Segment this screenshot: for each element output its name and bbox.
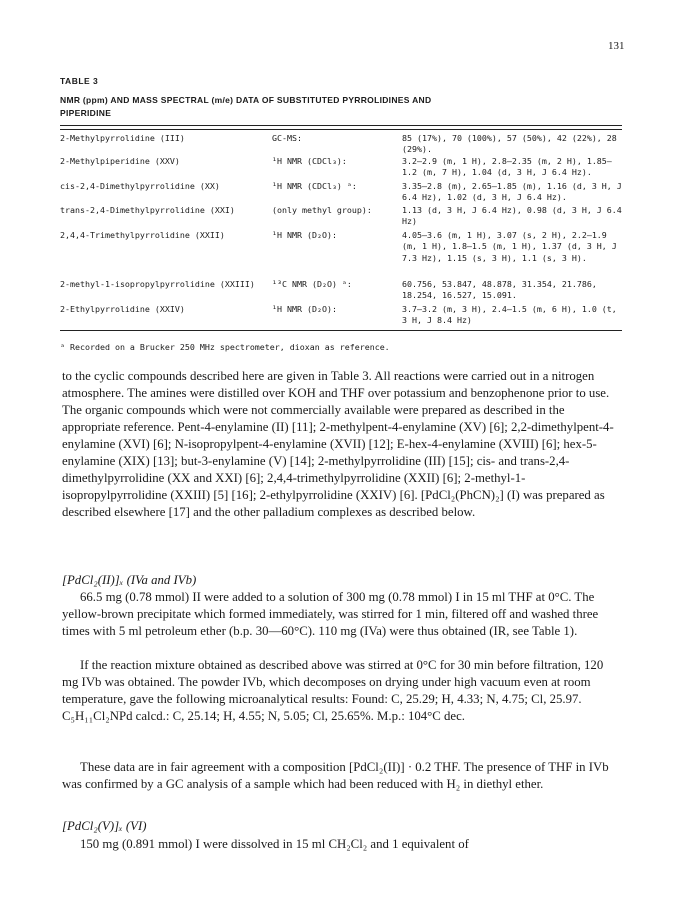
data-cell: 60.756, 53.847, 48.878, 31.354, 21.786, 18.254, 16.527, 15.091. (402, 279, 597, 301)
table-bottom-rule (60, 330, 622, 331)
table-top-rule-2 (60, 129, 622, 130)
page-number: 131 (608, 40, 625, 52)
method-cell: ¹³C NMR (D₂O) ᵃ: (272, 279, 352, 289)
data-cell: 85 (17%), 70 (100%), 57 (50%), 42 (22%), 28 (29%). (402, 133, 617, 155)
body-paragraph: to the cyclic compounds described here are given in Table 3. All reactions were carried out in a nitrogen atmosphere. The amines were distilled over KOH and THF over potassium and benzophenone prior to use. The organic compounds which were not commercially available were prepared as described in the appropriate reference. Pent-4-enylamine (II) [11]; 2-methylpent-4-enylamine (XV) [6]; 2,2-dimethylpent-4-enylamine (XVI) [6]; N-isopropylpent-4-enylamine (XVII) [12]; E-hex-4-enylamine (XVIII) [6]; hex-5-enylamine (XIX) [13]; but-3-enylamine (V) [14]; 2-methylpyrrolidine (III) [15]; cis- and trans-2,4-dimethylpyrrolidine (XX and XXI) [6]; 2,4,4-trimethylpyrrolidine (XXII) [6]; 2-methyl-1-isopropylpyrrolidine (XXIII) [5] [16]; 2-ethylpyrrolidine (XXIV) [6]. [PdCl₂(PhCN)₂] (I) was prepared as described elsewhere [17] and the other palladium complexes as described below. (62, 369, 614, 519)
table-footnote: ᵃ Recorded on a Brucker 250 MHz spectrometer, dioxan as reference. (60, 342, 390, 352)
compound-cell: 2-methyl-1-isopropylpyrrolidine (XXIII) (60, 279, 255, 289)
compound-cell: 2-Ethylpyrrolidine (XXIV) (60, 304, 185, 314)
method-cell: ¹H NMR (CDCl₃) ᵃ: (272, 181, 357, 191)
compound-cell: 2-Methylpiperidine (XXV) (60, 156, 180, 166)
data-cell: 4.05—3.6 (m, 1 H), 3.07 (s, 2 H), 2.2—1.9 (m, 1 H), 1.8—1.5 (m, 1 H), 1.37 (d, 3 H, J 7.3 Hz), 1.15 (s, 3 H), 1.1 (s, 3 H). (402, 230, 617, 263)
table-label: TABLE 3 (60, 76, 99, 86)
method-cell: GC-MS: (272, 133, 302, 143)
table-caption-line2: PIPERIDINE (60, 108, 112, 118)
data-cell: 1.13 (d, 3 H, J 6.4 Hz), 0.98 (d, 3 H, J 6.4 Hz) (402, 205, 622, 227)
body-paragraph: 66.5 mg (0.78 mmol) II were added to a solution of 300 mg (0.78 mmol) I in 15 ml THF at 0°C. The yellow-brown precipitate which formed immediately, was stirred for 1 min, filtered off and washed three times with 5 ml petroleum ether (b.p. 30—60°C). 110 mg (IVa) were thus obtained (IR, see Table 1). (62, 590, 599, 638)
section-heading: [PdCl₂(V)]ₓ (VI) (62, 819, 147, 833)
table-top-rule (60, 125, 622, 126)
table-caption (60, 94, 620, 120)
data-cell: 3.2—2.9 (m, 1 H), 2.8—2.35 (m, 2 H), 1.85—1.2 (m, 7 H), 1.04 (d, 3 H, J 6.4 Hz). (402, 156, 612, 178)
compound-cell: 2-Methylpyrrolidine (III) (60, 133, 185, 143)
method-cell: ¹H NMR (D₂O): (272, 304, 337, 314)
compound-cell: trans-2,4-Dimethylpyrrolidine (XXI) (60, 205, 235, 215)
data-cell: 3.7—3.2 (m, 3 H), 2.4—1.5 (m, 6 H), 1.0 (t, 3 H, J 8.4 Hz) (402, 304, 617, 326)
compound-cell: cis-2,4-Dimethylpyrrolidine (XX) (60, 181, 220, 191)
body-paragraph: These data are in fair agreement with a composition [PdCl₂(II)] · 0.2 THF. The presence of THF in IVb was confirmed by a GC analysis of a sample which had been reduced with H₂ in diethyl ether. (62, 760, 609, 791)
method-cell: ¹H NMR (D₂O): (272, 230, 337, 240)
body-paragraph: 150 mg (0.891 mmol) I were dissolved in 15 ml CH₂Cl₂ and 1 equivalent of (80, 837, 469, 851)
table-caption-line1: NMR (ppm) AND MASS SPECTRAL (m/e) DATA OF SUBSTITUTED PYRROLIDINES AND (60, 95, 432, 105)
method-cell: ¹H NMR (CDCl₃): (272, 156, 347, 166)
section-heading: [PdCl₂(II)]ₓ (IVa and IVb) (62, 573, 197, 587)
compound-cell: 2,4,4-Trimethylpyrrolidine (XXII) (60, 230, 225, 240)
body-paragraph: If the reaction mixture obtained as described above was stirred at 0°C for 30 min before filtration, 120 mg IVb was obtained. The powder IVb, which decomposes on drying under high vacuum even at room temperature, gave the following microanalytical results: Found: C, 25.29; H, 4.33; N, 4.75; Cl, 25.97. C₅H₁₁Cl₂NPd calcd.: C, 25.14; H, 4.55; N, 5.05; Cl, 25.65%. M.p.: 104°C dec. (62, 658, 604, 723)
data-cell: 3.35—2.8 (m), 2.65—1.85 (m), 1.16 (d, 3 H, J 6.4 Hz), 1.02 (d, 3 H, J 6.4 Hz). (402, 181, 622, 203)
method-cell: (only methyl group): (272, 205, 372, 215)
